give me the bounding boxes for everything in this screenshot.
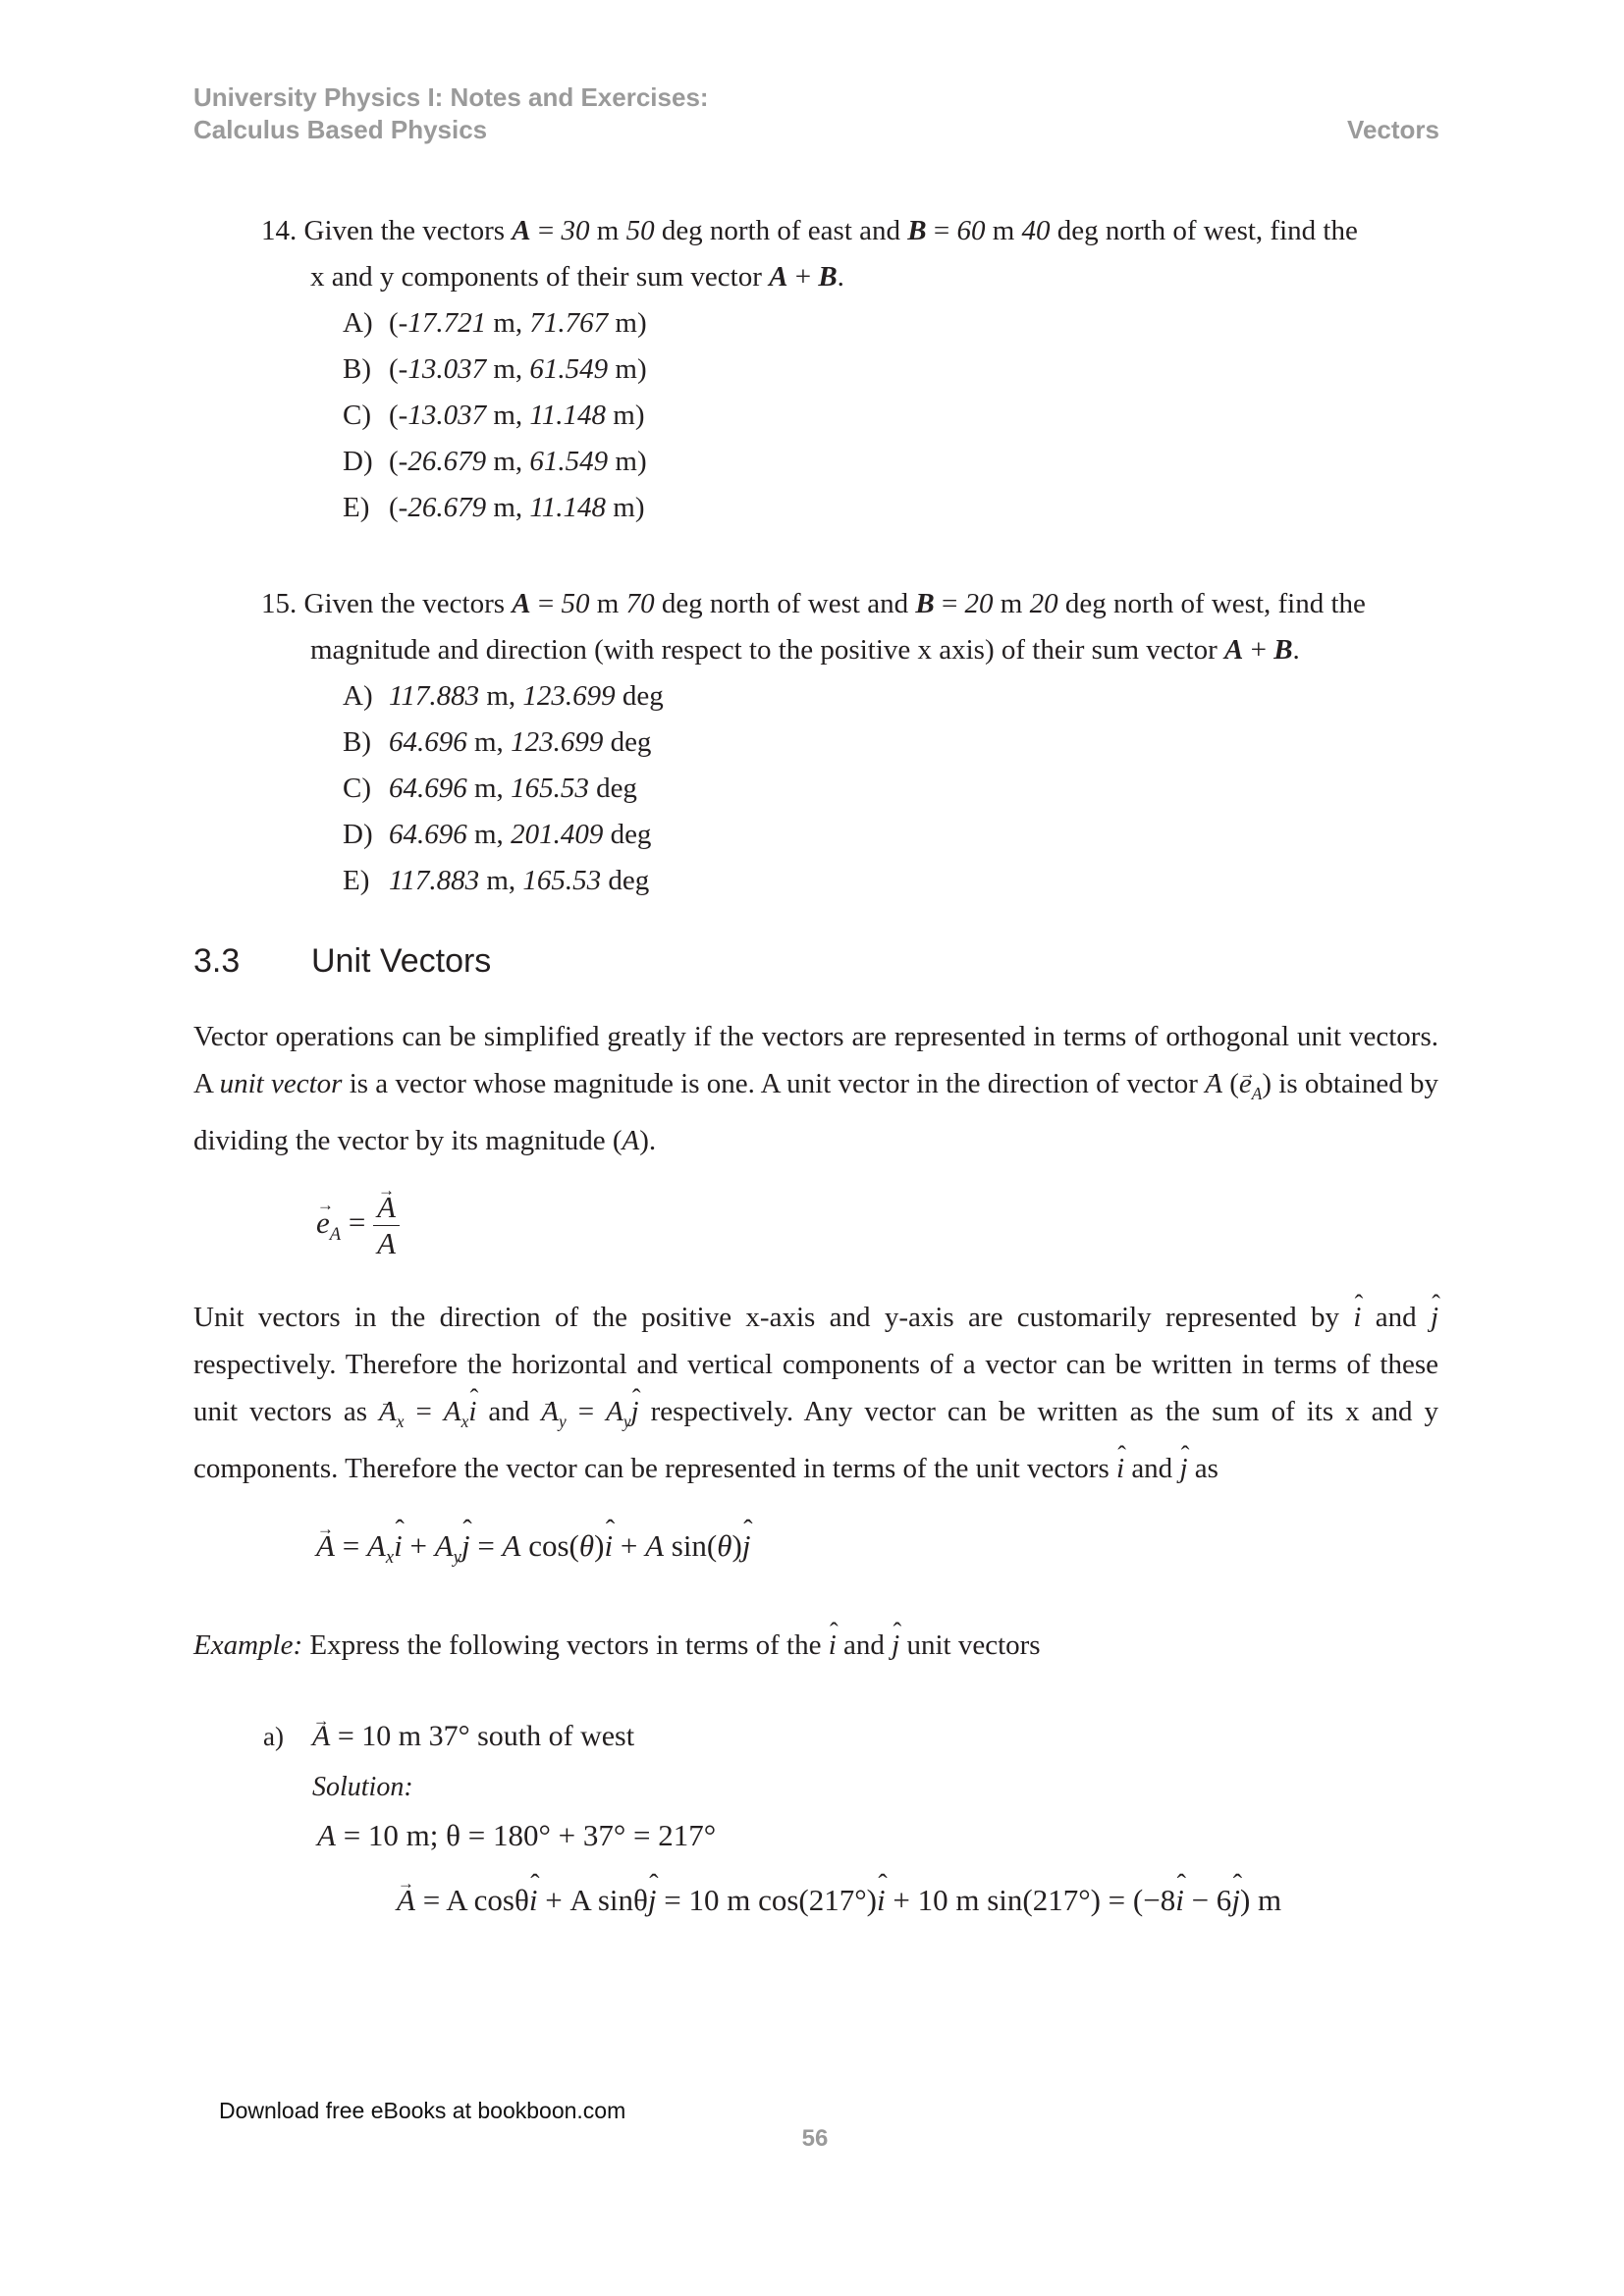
- equation-unit-vector: → $e_A$ = → $\frac{A}{A}$: [316, 1190, 400, 1261]
- page-number: 56: [801, 2125, 829, 2152]
- option-a: A) (-17.721 m, 71.767 m): [343, 307, 647, 339]
- question-15-stem: 15. Given the vectors A = 50 m 70 deg north of west and B = 20 m 20 deg north of west, find the: [261, 588, 1366, 619]
- example-item-a: a)→ A = 10 m 37° south of west: [263, 1720, 634, 1753]
- option-a: A) 117.883 m, 123.699 deg: [343, 680, 664, 712]
- question-14-stem: 14. Given the vectors A = 30 m 50 deg north of east and B = 60 m 40 deg north of west, find the: [261, 215, 1358, 246]
- question-15: [261, 581, 1439, 904]
- solution-given: A = 10 m; θ = 180° + 37° = 217°: [317, 1818, 717, 1852]
- solution-label: Solution:: [312, 1772, 413, 1802]
- section-heading: [193, 942, 491, 981]
- question-15-stem-2: magnitude and direction (with respect to the positive x axis) of their sum vector A + B.: [310, 634, 1300, 666]
- section-title: Unit Vectors: [311, 942, 492, 980]
- example-intro: Example: Express the following vectors in terms of the ˆ i and ˆ j unit vectors: [193, 1622, 1438, 1669]
- book-title-line1: University Physics I: Notes and Exercises:: [193, 82, 709, 112]
- equation-vector-components: → $A = A_xˆ$ $i + A_yˆ$ j = A cos(θ)ˆ i + A sin(θ)ˆ j: [316, 1528, 750, 1569]
- chapter-title: Vectors: [1347, 115, 1439, 144]
- section-number: 3.3: [193, 942, 241, 980]
- paragraph-ij-unit-vectors: Unit vectors in the direction of the positive x-axis and y-axis are customarily represented by ˆ i and ˆ j respectively. Therefore the horizontal and vertical components of a vector can be written in terms of these unit vectors as → $A_x$ = $A_xˆ$ i and → $A_y$ = $A_yˆ$ j respectively. Any vector can be written as the sum of its x and y components. Therefore the vector can be represented in terms of the unit vectors ˆ i and ˆ j as: [193, 1294, 1438, 1492]
- solution-result: → A = A cosθˆ i + A sinθˆ j = 10 m cos(217°)ˆ i + 10 m sin(217°) = (−8ˆ i − 6ˆ j) m: [397, 1883, 1281, 1918]
- option-b: B) (-13.037 m, 61.549 m): [343, 353, 647, 385]
- question-14: [261, 208, 1439, 531]
- option-e: E) (-26.679 m, 11.148 m): [343, 492, 645, 523]
- footer-link[interactable]: Download free eBooks at bookboon.com: [219, 2098, 626, 2123]
- option-b: B) 64.696 m, 123.699 deg: [343, 726, 652, 758]
- option-c: C) (-13.037 m, 11.148 m): [343, 400, 645, 431]
- option-d: D) 64.696 m, 201.409 deg: [343, 819, 652, 850]
- option-c: C) 64.696 m, 165.53 deg: [343, 773, 637, 804]
- option-e: E) 117.883 m, 165.53 deg: [343, 865, 650, 896]
- option-d: D) (-26.679 m, 61.549 m): [343, 446, 647, 477]
- question-14-stem-2: x and y components of their sum vector A + B.: [310, 261, 844, 293]
- paragraph-unit-vector-intro: Vector operations can be simplified greatly if the vectors are represented in terms of orthogonal unit vectors. A unit vector is a vector whose magnitude is one. A unit vector in the direction of vector → A (→ $e_A$) is obtained by dividing the vector by its magnitude (A).: [193, 1013, 1438, 1164]
- book-title-line2: Calculus Based Physics: [193, 115, 488, 144]
